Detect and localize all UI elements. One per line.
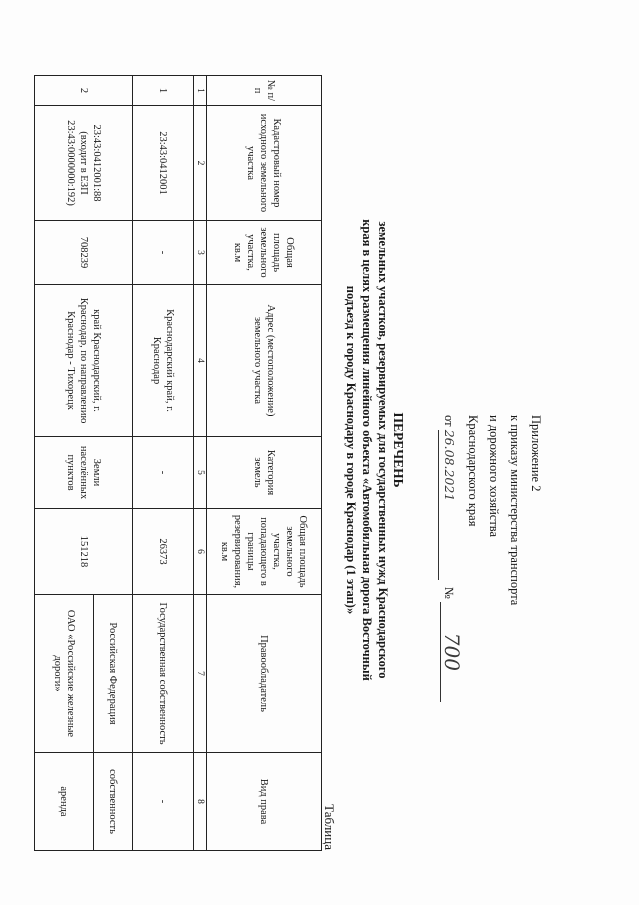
cell-owner: Российская Федерация <box>94 595 133 753</box>
column-number: 2 <box>194 106 207 221</box>
cell-owner: ОАО «Российские железные дороги» <box>35 595 94 753</box>
header-num: № п/п <box>207 76 322 106</box>
header-area: Общая площадь земельного участка, кв.м <box>207 221 322 285</box>
column-number: 7 <box>194 595 207 753</box>
cell-num: 2 <box>35 76 133 106</box>
heading-line-3: подъезд к городу Краснодару в городе Краснодар (1 этап)» <box>344 285 358 615</box>
cell-area: 708239 <box>35 221 133 285</box>
column-number: 3 <box>194 221 207 285</box>
cell-cadastral: 23:43:0412001 <box>133 106 194 221</box>
column-number-row <box>194 76 207 851</box>
table-label: Таблица <box>322 804 337 850</box>
order-date: 26.08.2021 <box>438 430 460 580</box>
appendix-line-1: Приложение 2 <box>529 415 543 492</box>
header-right: Вид права <box>207 753 322 851</box>
heading-line-1: земельных участков, резервируемых для государственных нужд Краснодарского <box>376 221 390 679</box>
cell-reserved-area: 151218 <box>35 509 133 595</box>
appendix-line-4: Краснодарского края <box>466 415 480 527</box>
cell-cadastral: 23:43:0412001:88 (входит в ЕЗП 23:43:0000000:192) <box>35 106 133 221</box>
document-title: ПЕРЕЧЕНЬ <box>391 412 406 488</box>
table-header-row <box>207 76 322 851</box>
land-plots-table <box>34 75 322 851</box>
heading-line-2: края в целях размещения линейного объекта «Автомобильная дорога Восточный <box>360 219 374 681</box>
column-number: 4 <box>194 285 207 437</box>
column-number: 1 <box>194 76 207 106</box>
cell-area: - <box>133 221 194 285</box>
header-owner: Правообладатель <box>207 595 322 753</box>
table-row <box>133 76 194 851</box>
header-address: Адрес (местоположение) земельного участка <box>207 285 322 437</box>
cell-address: край Краснодарский, г. Краснодар, по направлению Краснодар - Тихорецк <box>35 285 133 437</box>
cell-owner: Государственная собственность <box>133 595 194 753</box>
number-prefix: № <box>442 586 456 599</box>
cell-right: собственность <box>94 753 133 851</box>
cell-right: аренда <box>35 753 94 851</box>
cell-category: - <box>133 437 194 509</box>
appendix-line-3: и дорожного хозяйства <box>487 415 501 538</box>
appendix-date-line <box>438 415 462 755</box>
header-category: Категория земель <box>207 437 322 509</box>
cell-num: 1 <box>133 76 194 106</box>
cell-right: - <box>133 753 194 851</box>
table-row <box>94 76 133 851</box>
appendix-line-2: к приказу министерства транспорта <box>508 415 522 606</box>
column-number: 8 <box>194 753 207 851</box>
column-number: 6 <box>194 509 207 595</box>
order-number: 700 <box>440 602 462 702</box>
cell-reserved-area: 26373 <box>133 509 194 595</box>
appendix-block <box>438 415 546 755</box>
cell-address: Краснодарский край, г. Краснодар <box>133 285 194 437</box>
header-cadastral: Кадастровый номер исходного земельного участка <box>207 106 322 221</box>
header-reserved-area: Общая площадь земельного участка, попадающего в границы резервирования, кв.м <box>207 509 322 595</box>
cell-category: Земли населённых пунктов <box>35 437 133 509</box>
column-number: 5 <box>194 437 207 509</box>
date-prefix: от <box>442 415 456 427</box>
